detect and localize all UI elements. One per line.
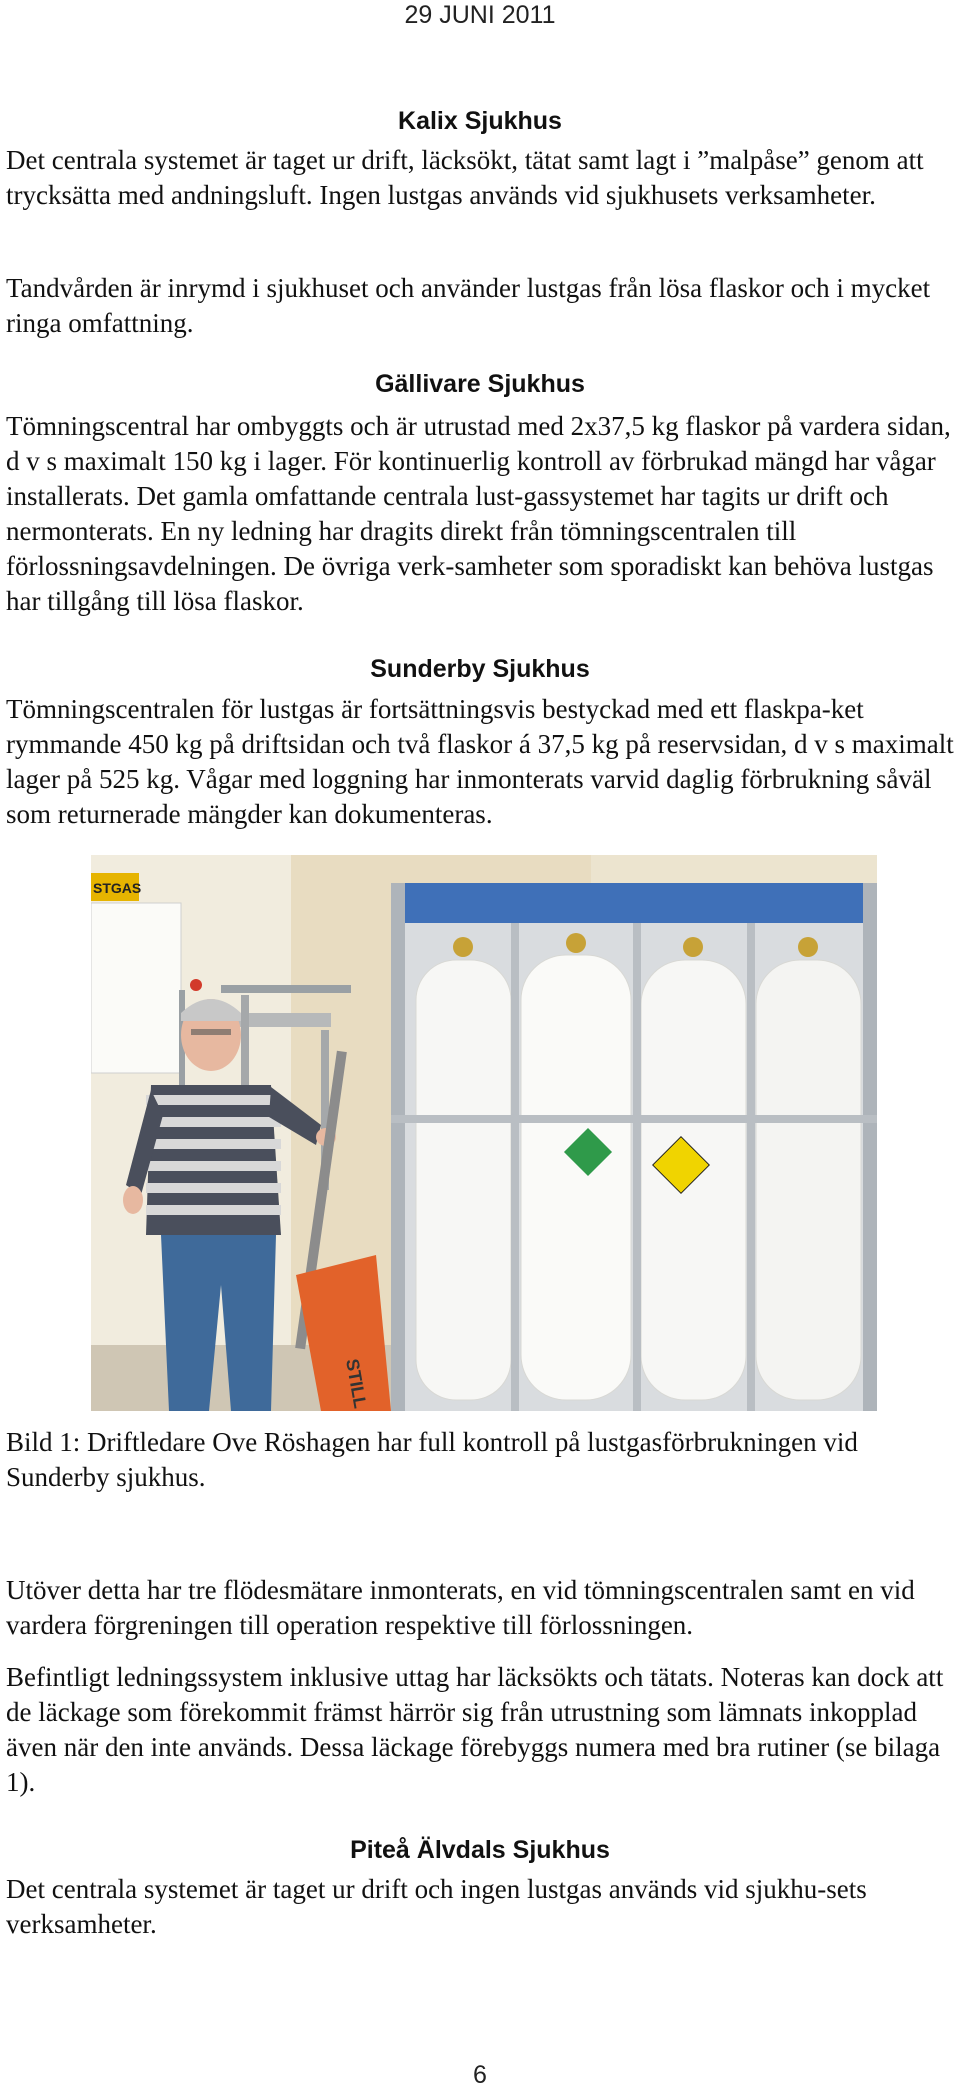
photo-gas-cylinders [91, 855, 877, 1411]
heading-pitea: Piteå Älvdals Sjukhus [350, 1836, 610, 1864]
paragraph-sunderby-2: Utöver detta har tre flödesmätare inmonterats, en vid tömningscentralen samt en vid vardera förgreningen till operation respektive till förlossningen. [6, 1575, 915, 1640]
photo-caption: Bild 1: Driftledare Ove Röshagen har full kontroll på lustgasförbrukningen vid Sunderby sjukhus. [6, 1427, 858, 1492]
paragraph-kalix-2: Tandvården är inrymd i sjukhuset och använder lustgas från lösa flaskor och i mycket ringa omfattning. [6, 273, 931, 338]
page-number: 6 [473, 2061, 487, 2089]
header-date: 29 JUNI 2011 [404, 1, 556, 29]
photo-sign-text: STGAS [93, 880, 142, 896]
paragraph-gallivare: Tömningscentral har ombyggts och är utrustad med 2x37,5 kg flaskor på vardera sidan, d v s maximalt 150 kg i lager. För kontinuerlig kontroll av förbrukad mängd har vågar installerats. Det gamla omfattande centrala lust-gassystemet har tagits ur drift och nermonterats. En ny ledning har dragits direkt från tömningscentralen till förlossningsavdelningen. De övriga verk-samheter som sporadiskt kan behöva lustgas har tillgång till lösa flaskor. [6, 411, 951, 616]
photo-brand-text: STILL [342, 1357, 371, 1410]
paragraph-kalix-1: Det centrala systemet är taget ur drift, läcksökt, tätat samt lagt i ”malpåse” genom att trycksätta med andningsluft. Ingen lustgas används vid sjukhusets verksamheter. [6, 145, 924, 210]
heading-gallivare: Gällivare Sjukhus [375, 370, 585, 398]
paragraph-pitea: Det centrala systemet är taget ur drift och ingen lustgas används vid sjukhu-sets verksamheter. [6, 1874, 867, 1939]
paragraph-sunderby-1: Tömningscentralen för lustgas är fortsättningsvis bestyckad med ett flaskpa-ket rymmande 450 kg på driftsidan och två flaskor á 37,5 kg på reservsidan, d v s maximalt lager på 525 kg. Vågar med loggning har inmonterats varvid daglig förbrukning såväl som returnerade mängder kan dokumenteras. [6, 694, 954, 829]
heading-sunderby: Sunderby Sjukhus [370, 655, 590, 683]
heading-kalix: Kalix Sjukhus [398, 107, 562, 135]
paragraph-sunderby-3: Befintligt ledningssystem inklusive uttag har läcksökts och tätats. Noteras kan dock att de läckage som förekommit främst härrör sig från utrustning som lämnats inkopplad även när den inte används. Dessa läckage förebyggs numera med bra rutiner (se bilaga 1). [6, 1662, 944, 1797]
